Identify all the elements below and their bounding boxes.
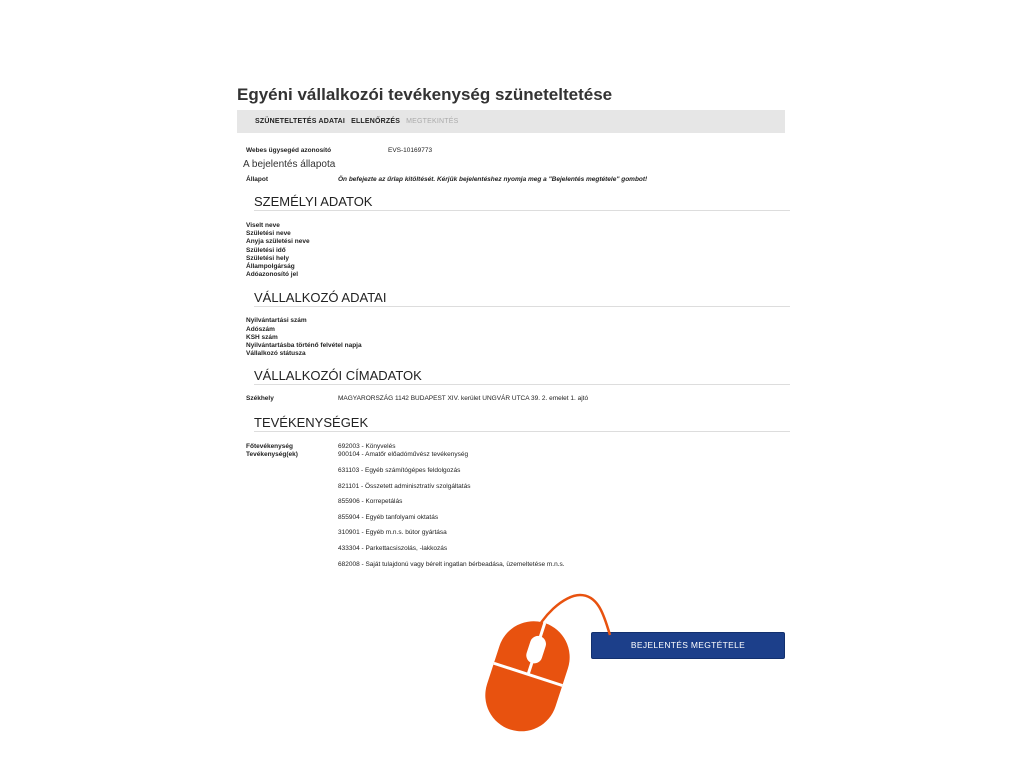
fotevekenyseg-label: Főtevékenység bbox=[246, 443, 293, 451]
field-label: Nyilvántartásba történő felvétel napja bbox=[246, 342, 362, 350]
list-item: 855906 - Korrepetálás bbox=[338, 498, 403, 506]
step-szuneteltetes[interactable]: SZÜNETELTETÉS ADATAI bbox=[255, 118, 346, 125]
szekhely-label: Székhely bbox=[246, 395, 274, 403]
step-ellenorzes[interactable]: ELLENŐRZÉS bbox=[351, 118, 401, 125]
list-item: 433304 - Parkettacsiszolás, -lakkozás bbox=[338, 545, 448, 552]
list-item: 310901 - Egyéb m.n.s. bútor gyártása bbox=[338, 529, 447, 537]
field-label: KSH szám bbox=[246, 333, 278, 341]
bejelentes-allapota-heading: A bejelentés állapota bbox=[243, 159, 336, 170]
field-label: Születési neve bbox=[246, 230, 291, 238]
fotevekenyseg-value: 692003 - Könyvelés bbox=[338, 443, 396, 451]
allapot-row bbox=[237, 176, 785, 184]
field-label: Nyilvántartási szám bbox=[246, 317, 307, 325]
field-label: Viselt neve bbox=[246, 222, 280, 229]
allapot-value: Ön befejezte az űrlap kitöltését. Kérjük bejelentéshez nyomja meg a "Bejelentés megtétele" gombot! bbox=[338, 176, 648, 183]
szemelyi-fields bbox=[237, 222, 785, 279]
section-vallalkozo: VÁLLALKOZÓ ADATAI bbox=[254, 289, 790, 307]
list-item: 821101 - Összetett adminisztratív szolgáltatás bbox=[338, 482, 471, 490]
step-megtekintes: MEGTEKINTÉS bbox=[406, 118, 459, 125]
field-label: Születési idő bbox=[246, 246, 286, 254]
szekhely-value: MAGYARORSZÁG 1142 BUDAPEST XIV. kerület UNGVÁR UTCA 39. 2. emelet 1. ajtó bbox=[338, 395, 589, 403]
szekhely-row bbox=[237, 395, 785, 403]
field-label: Születési hely bbox=[246, 254, 289, 262]
vallalkozo-fields bbox=[237, 317, 785, 358]
mouse-icon bbox=[470, 575, 630, 740]
form-page bbox=[237, 84, 785, 576]
section-cim: VÁLLALKOZÓI CÍMADATOK bbox=[254, 367, 790, 385]
webes-id-row bbox=[237, 147, 785, 155]
webes-id-value: EVS-10169773 bbox=[388, 147, 433, 154]
page-title: Egyéni vállalkozói tevékenység szüneteltetése bbox=[237, 85, 613, 104]
section-szemelyi: SZEMÉLYI ADATOK bbox=[254, 193, 790, 211]
field-label: Adószám bbox=[246, 325, 275, 333]
field-label: Vállalkozó státusza bbox=[246, 350, 306, 358]
fotevekenyseg-row bbox=[237, 443, 785, 451]
tevekenysegek-row bbox=[237, 451, 785, 576]
tevekenysegek-list bbox=[338, 451, 785, 576]
list-item: 900104 - Amatőr előadóművész tevékenység bbox=[338, 451, 469, 459]
webes-id-label: Webes ügysegéd azonosító bbox=[246, 147, 332, 154]
allapot-label: Állapot bbox=[246, 176, 269, 183]
tevekenysegek-label: Tevékenység(ek) bbox=[246, 451, 298, 459]
list-item: 631103 - Egyéb számítógépes feldolgozás bbox=[338, 467, 461, 475]
field-label: Állampolgárság bbox=[246, 263, 295, 271]
field-label: Anyja születési neve bbox=[246, 238, 310, 246]
field-label: Adóazonosító jel bbox=[246, 271, 298, 279]
section-tevekenysegek: TEVÉKENYSÉGEK bbox=[254, 414, 790, 432]
list-item: 855904 - Egyéb tanfolyami oktatás bbox=[338, 513, 439, 521]
step-bar bbox=[237, 110, 785, 133]
submit-button[interactable]: BEJELENTÉS MEGTÉTELE bbox=[591, 632, 785, 659]
list-item: 682008 - Saját tulajdonú vagy bérelt ingatlan bérbeadása, üzemeltetése m.n.s. bbox=[338, 560, 565, 568]
